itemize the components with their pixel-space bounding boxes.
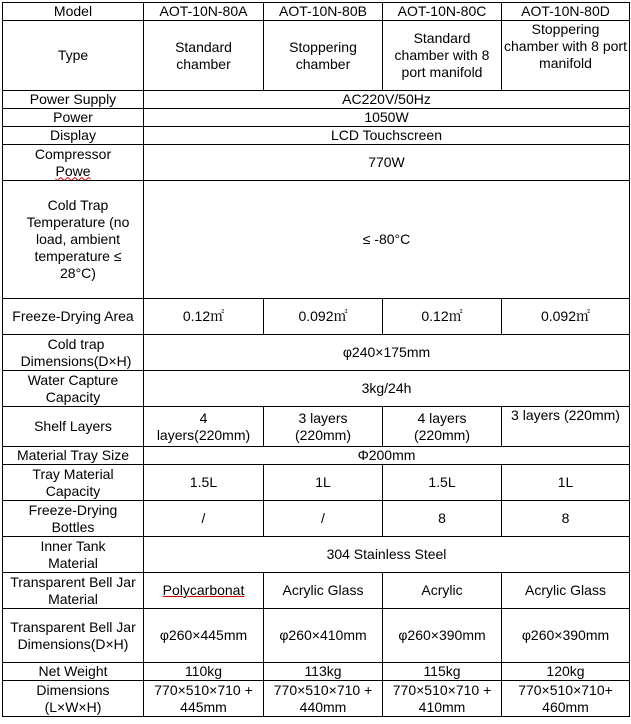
- bottles-d: 8: [502, 501, 630, 537]
- row-compressor-power: [3, 145, 630, 181]
- inner-tank-label: Inner Tank Material: [3, 537, 144, 573]
- material-tray-size-value: Φ200mm: [144, 447, 630, 465]
- tray-capacity-b: 1L: [264, 465, 383, 501]
- compressor-power-label: [3, 145, 144, 181]
- model-a: AOT-10N-80A: [144, 3, 264, 21]
- tray-capacity-c: 1.5L: [383, 465, 502, 501]
- dimensions-c: 770×510×710 + 410mm: [383, 681, 502, 717]
- net-weight-d: 120kg: [502, 663, 630, 681]
- dimensions-b: 770×510×710 + 440mm: [264, 681, 383, 717]
- cold-trap-temp-label: Cold Trap Temperature (no load, ambient temperature ≤ 28°C): [3, 181, 144, 299]
- type-c: Standard chamber with 8 port manifold: [383, 21, 502, 91]
- water-capture-label: Water Capture Capacity: [3, 371, 144, 407]
- row-water-capture: [3, 371, 630, 407]
- bell-jar-dimensions-b: φ260×410mm: [264, 609, 383, 663]
- row-display: [3, 127, 630, 145]
- net-weight-c: 115kg: [383, 663, 502, 681]
- row-type: [3, 21, 630, 91]
- bell-jar-dimensions-d: φ260×390mm: [502, 609, 630, 663]
- bell-jar-material-c: Acrylic: [383, 573, 502, 609]
- cold-trap-dimensions-label: Cold trap Dimensions(D×H): [3, 335, 144, 371]
- cold-trap-dimensions-value: φ240×175mm: [144, 335, 630, 371]
- display-value: LCD Touchscreen: [144, 127, 630, 145]
- freeze-drying-area-b: 0.092㎡: [264, 299, 383, 335]
- water-capture-value: 3kg/24h: [144, 371, 630, 407]
- model-b: AOT-10N-80B: [264, 3, 383, 21]
- inner-tank-value: 304 Stainless Steel: [144, 537, 630, 573]
- header-label: Model: [3, 3, 144, 21]
- dimensions-d: 770×510×710+ 460mm: [502, 681, 630, 717]
- dimensions-a: 770×510×710 + 445mm: [144, 681, 264, 717]
- model-c: AOT-10N-80C: [383, 3, 502, 21]
- freeze-drying-area-d: 0.092㎡: [502, 299, 630, 335]
- bell-jar-material-d: Acrylic Glass: [502, 573, 630, 609]
- shelf-layers-d: 3 layers (220mm): [502, 407, 630, 447]
- net-weight-a: 110kg: [144, 663, 264, 681]
- freeze-drying-area-c: 0.12㎡: [383, 299, 502, 335]
- row-power-supply: [3, 91, 630, 109]
- row-dimensions: [3, 681, 630, 717]
- row-inner-tank-material: [3, 537, 630, 573]
- row-power: [3, 109, 630, 127]
- tray-capacity-a: 1.5L: [144, 465, 264, 501]
- power-supply-value: AC220V/50Hz: [144, 91, 630, 109]
- bottles-c: 8: [383, 501, 502, 537]
- shelf-layers-c: 4 layers (220mm): [383, 407, 502, 447]
- bell-jar-material-b: Acrylic Glass: [264, 573, 383, 609]
- tray-capacity-d: 1L: [502, 465, 630, 501]
- bottles-b: /: [264, 501, 383, 537]
- display-label: Display: [3, 127, 144, 145]
- bell-jar-material-a: [144, 573, 264, 609]
- row-material-tray-size: [3, 447, 630, 465]
- compressor-label-line2: Powe: [55, 162, 91, 179]
- power-label: Power: [3, 109, 144, 127]
- shelf-layers-label: Shelf Layers: [3, 407, 144, 447]
- bell-jar-dimensions-c: φ260×390mm: [383, 609, 502, 663]
- freeze-drying-area-a: 0.12㎡: [144, 299, 264, 335]
- net-weight-label: Net Weight: [3, 663, 144, 681]
- row-net-weight: [3, 663, 630, 681]
- tray-capacity-label: Tray Material Capacity: [3, 465, 144, 501]
- row-cold-trap-dimensions: [3, 335, 630, 371]
- dimensions-label: Dimensions (L×W×H): [3, 681, 144, 717]
- row-freeze-drying-area: [3, 299, 630, 335]
- header-row: [3, 3, 630, 21]
- power-supply-label: Power Supply: [3, 91, 144, 109]
- model-d: AOT-10N-80D: [502, 3, 630, 21]
- row-bell-jar-material: [3, 573, 630, 609]
- row-bell-jar-dimensions: [3, 609, 630, 663]
- row-tray-material-capacity: [3, 465, 630, 501]
- row-freeze-drying-bottles: [3, 501, 630, 537]
- type-b: Stoppering chamber: [264, 21, 383, 91]
- bell-jar-material-label: Transparent Bell Jar Material: [3, 573, 144, 609]
- spec-table: [2, 2, 630, 717]
- power-value: 1050W: [144, 109, 630, 127]
- net-weight-b: 113kg: [264, 663, 383, 681]
- bottles-a: /: [144, 501, 264, 537]
- compressor-label-line1: Compressor: [34, 145, 112, 162]
- shelf-layers-a: 4 layers(220mm): [144, 407, 264, 447]
- freeze-drying-area-label: Freeze-Drying Area: [3, 299, 144, 335]
- bell-jar-dimensions-label: Transparent Bell Jar Dimensions(D×H): [3, 609, 144, 663]
- bottles-label: Freeze-Drying Bottles: [3, 501, 144, 537]
- material-tray-size-label: Material Tray Size: [3, 447, 144, 465]
- bell-jar-material-a-text: Polycarbonat: [162, 582, 245, 598]
- cold-trap-temp-value: ≤ -80°C: [144, 181, 630, 299]
- type-d: Stoppering chamber with 8 port manifold: [502, 21, 630, 91]
- shelf-layers-b: 3 layers (220mm): [264, 407, 383, 447]
- type-label: Type: [3, 21, 144, 91]
- row-cold-trap-temperature: [3, 181, 630, 299]
- bell-jar-dimensions-a: φ260×445mm: [144, 609, 264, 663]
- type-a: Standard chamber: [144, 21, 264, 91]
- compressor-power-value: 770W: [144, 145, 630, 181]
- row-shelf-layers: [3, 407, 630, 447]
